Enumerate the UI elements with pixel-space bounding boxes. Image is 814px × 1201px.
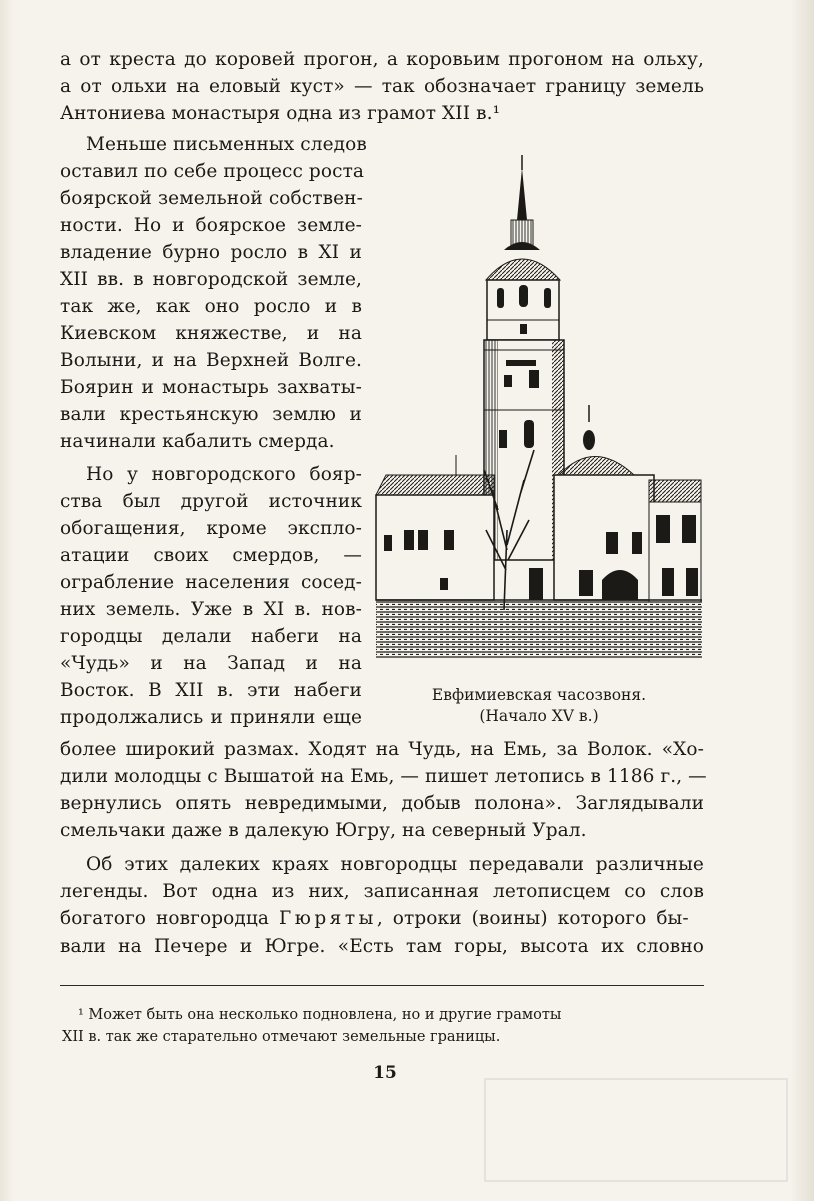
text-line: Об этих далеких краях новгородцы передавали различные — [86, 854, 704, 875]
text-line: а от креста до коровей прогон, а коровьим прогоном на ольху, — [60, 49, 704, 70]
text-line: боярской земельной собствен- — [60, 188, 363, 209]
text-line: ства был другой источник — [60, 491, 362, 512]
figure-caption-date: (Начало XV в.) — [479, 707, 599, 725]
text-line: более широкий размах. Ходят на Чудь, на Емь, за Волок. «Хо- — [60, 739, 704, 760]
text-segment: богатого новгородца — [60, 908, 269, 929]
text-line: обогащения, кроме экспло- — [60, 518, 362, 539]
name-gyuryata: Гюряты — [278, 908, 377, 929]
text-line: Антониева монастыря одна из грамот XII в.¹ — [60, 103, 501, 124]
footnote-line: ¹ Может быть она несколько подновлена, но и другие грамоты — [78, 1007, 562, 1023]
bell-tower-illustration — [374, 150, 704, 660]
text-line — [60, 906, 704, 932]
text-line: начинали кабалить смерда. — [60, 431, 335, 452]
text-line: дили молодцы с Вышатой на Емь, — пишет летопись в 1186 г., — — [60, 766, 707, 787]
footnote-line: XII в. так же старательно отмечают земельные границы. — [62, 1029, 501, 1045]
text-line: а от ольхи на еловый куст» — так обозначает границу земель — [60, 76, 704, 97]
text-line: Волыни, и на Верхней Волге. — [60, 350, 362, 371]
text-line: легенды. Вот одна из них, записанная летописцем со слов — [60, 881, 704, 902]
page-number: 15 — [373, 1063, 397, 1083]
text-line: Меньше письменных следов — [86, 134, 367, 155]
text-line: вали на Печере и Югре. «Есть там горы, высота их словно — [60, 936, 704, 957]
text-line: так же, как оно росло и в — [60, 296, 362, 317]
library-stamp-bleedthrough — [484, 1078, 788, 1182]
text-segment: , отроки (воины) которого бы- — [376, 908, 689, 929]
text-line: владение бурно росло в XI и — [60, 242, 362, 263]
figure-caption: Евфимиевская часозвоня. — [431, 686, 647, 704]
text-line: Восток. В XII в. эти набеги — [60, 680, 362, 701]
text-line: смельчаки даже в далекую Югру, на северный Урал. — [60, 820, 587, 841]
text-line: XII вв. в новгородской земле, — [60, 269, 362, 290]
text-line: «Чудь» и на Запад и на — [60, 653, 362, 674]
text-line: городцы делали набеги на — [60, 626, 362, 647]
text-line: Но у новгородского бояр- — [86, 464, 362, 485]
text-line: Киевском княжестве, и на — [60, 323, 362, 344]
text-line: вали крестьянскую землю и — [60, 404, 362, 425]
text-line: Боярин и монастырь захваты- — [60, 377, 362, 398]
text-line: ности. Но и боярское земле- — [60, 215, 362, 236]
text-line: продолжались и приняли еще — [60, 707, 362, 728]
text-line: вернулись опять невредимыми, добыв полона». Заглядывали — [60, 793, 704, 814]
text-line: ограбление населения сосед- — [60, 572, 362, 593]
text-line: оставил по себе процесс роста — [60, 161, 365, 182]
text-line: них земель. Уже в XI в. нов- — [60, 599, 362, 620]
text-line: атации своих смердов, — — [60, 545, 362, 566]
footnote-rule — [60, 985, 704, 986]
